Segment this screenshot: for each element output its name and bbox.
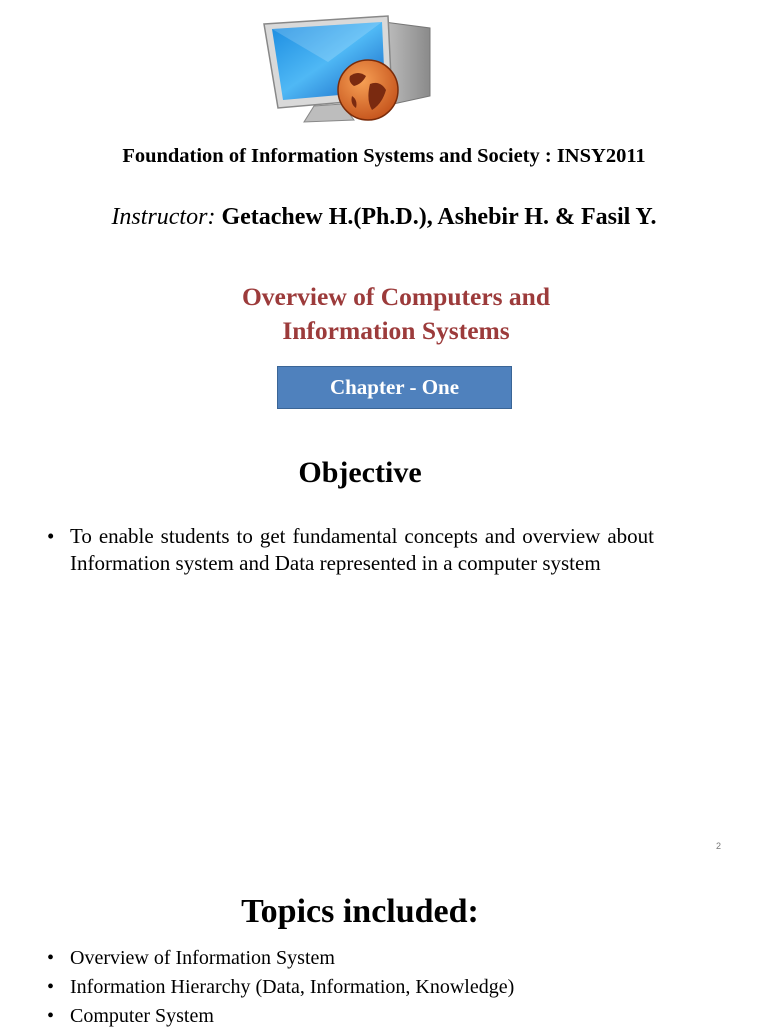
chapter-title-line1: Overview of Computers and [241,282,551,311]
instructor-label: Instructor: [111,204,216,230]
list-item: • To enable students to get fundamental concepts and overview about Information system and Data represented in a computer system [47,523,654,577]
chapter-title [0,280,768,348]
objective-heading: Objective [298,456,422,489]
topics-list [47,944,727,1031]
list-item: • Information Hierarchy (Data, Information, Knowledge) [47,973,727,1002]
page-number: 2 [716,841,722,851]
list-item: • Overview of Information System [47,944,727,973]
course-title: Foundation of Information Systems and Society : INSY2011 [122,145,646,167]
topics-heading: Topics included: [241,893,479,930]
computer-globe-logo-icon [262,14,438,126]
list-item: • Computer System [47,1002,727,1031]
chapter-one-button[interactable]: Chapter - One [277,366,512,409]
instructor-line [0,204,768,231]
objective-list [47,523,654,577]
instructor-names: Getachew H.(Ph.D.), Ashebir H. & Fasil Y. [221,204,657,230]
chapter-title-line2: Information Systems [282,316,510,345]
